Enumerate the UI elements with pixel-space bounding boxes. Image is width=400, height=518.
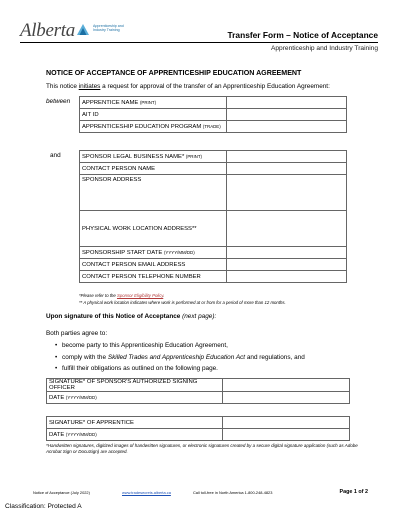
- table-row: [80, 97, 347, 109]
- apprentice-table: [79, 96, 347, 133]
- sponsor-signature-label: SIGNATURE* OF SPONSOR'S AUTHORIZED SIGNING OFFICER: [47, 379, 223, 392]
- contact-name-field[interactable]: [227, 163, 347, 175]
- contact-phone-label: CONTACT PERSON TELEPHONE NUMBER: [80, 271, 227, 283]
- program-field[interactable]: [227, 121, 347, 133]
- table-row: [80, 247, 347, 259]
- agree-text: Both parties agree to:: [46, 330, 108, 337]
- table-row: [80, 175, 347, 211]
- obligations-list: [62, 340, 305, 375]
- form-title: Transfer Form – Notice of Acceptance: [227, 30, 378, 40]
- apprentice-signature-field[interactable]: [223, 417, 350, 429]
- and-label: and: [50, 152, 61, 159]
- eligibility-note: *Please refer to the Sponsor Eligibility Policy.: [79, 293, 165, 298]
- document-title: NOTICE OF ACCEPTANCE OF APPRENTICESHIP EDUCATION AGREEMENT: [46, 69, 302, 77]
- signature-heading: Upon signature of this Notice of Acceptance (next page):: [46, 313, 217, 320]
- table-row: [47, 392, 350, 404]
- table-row: [80, 211, 347, 247]
- apprentice-name-field[interactable]: [227, 97, 347, 109]
- contact-email-label: CONTACT PERSON EMAIL ADDRESS: [80, 259, 227, 271]
- sponsor-address-field[interactable]: [227, 175, 347, 211]
- footer-phone: Call toll-free in North America 1-800-248-4823: [193, 490, 273, 495]
- header-divider: [20, 42, 378, 43]
- footer-form-version: Notice of Acceptance (July 2022): [33, 490, 90, 495]
- contact-name-label: CONTACT PERSON NAME: [80, 163, 227, 175]
- sponsor-address-label: SPONSOR ADDRESS: [80, 175, 227, 211]
- table-row: [80, 151, 347, 163]
- apprentice-signature-label: SIGNATURE* OF APPRENTICE: [47, 417, 223, 429]
- list-item: • fulfill their obligations as outlined on the following page.: [62, 363, 305, 375]
- table-row: [47, 417, 350, 429]
- page-number: Page 1 of 2: [339, 489, 368, 495]
- intro-text: This notice initiates a request for approval of the transfer of an Apprenticeship Education Agreement:: [46, 83, 330, 90]
- sponsor-name-label: SPONSOR LEGAL BUSINESS NAME* (PRINT): [80, 151, 227, 163]
- apprentice-signature-table: [46, 416, 350, 441]
- table-row: [80, 163, 347, 175]
- sponsor-signature-table: [46, 378, 350, 404]
- eligibility-policy-link[interactable]: Sponsor Eligibility Policy: [116, 293, 164, 298]
- alberta-logo: Alberta: [20, 20, 75, 41]
- contact-phone-field[interactable]: [227, 271, 347, 283]
- aet-logo-icon: [76, 23, 90, 37]
- footer-website-link[interactable]: www.tradesecrets.alberta.ca: [122, 490, 171, 495]
- contact-email-field[interactable]: [227, 259, 347, 271]
- between-label: between: [46, 98, 71, 105]
- work-location-label: PHYSICAL WORK LOCATION ADDRESS**: [80, 211, 227, 247]
- apprentice-date-field[interactable]: [223, 429, 350, 441]
- table-row: [80, 259, 347, 271]
- signature-footnote: *Handwritten signatures, digitized images of handwritten signatures, or electronic signatures created by a secure digital signature application (such as Adobe Acrobat Sign or DocuSign) are accepted.: [46, 443, 358, 454]
- table-row: [80, 121, 347, 133]
- sponsor-date-field[interactable]: [223, 392, 350, 404]
- apprentice-name-label: APPRENTICE NAME (PRINT): [80, 97, 227, 109]
- list-item: • comply with the Skilled Trades and Apprenticeship Education Act and regulations, and: [62, 352, 305, 364]
- table-row: [47, 429, 350, 441]
- aet-logo-text: Apprenticeship and Industry Training: [93, 24, 124, 33]
- table-row: [47, 379, 350, 392]
- start-date-field[interactable]: [227, 247, 347, 259]
- page-header: [0, 0, 400, 56]
- start-date-label: SPONSORSHIP START DATE (YYYY/MM/DD): [80, 247, 227, 259]
- form-subtitle: Apprenticeship and Industry Training: [270, 45, 378, 52]
- classification-label: Classification: Protected A: [5, 503, 82, 510]
- sponsor-signature-field[interactable]: [223, 379, 350, 392]
- apprentice-date-label: DATE (YYYY/MM/DD): [47, 429, 223, 441]
- sponsor-table: [79, 150, 347, 283]
- work-location-note: ** A physical work location indicates where work is performed at or from for a period of more than 12 months.: [79, 300, 286, 305]
- ait-id-field[interactable]: [227, 109, 347, 121]
- work-location-field[interactable]: [227, 211, 347, 247]
- table-row: [80, 271, 347, 283]
- sponsor-date-label: DATE (YYYY/MM/DD): [47, 392, 223, 404]
- program-label: APPRENTICESHIP EDUCATION PROGRAM (TRADE): [80, 121, 227, 133]
- list-item: • become party to this Apprenticeship Education Agreement,: [62, 340, 305, 352]
- sponsor-name-field[interactable]: [227, 151, 347, 163]
- ait-id-label: AIT ID: [80, 109, 227, 121]
- table-row: [80, 109, 347, 121]
